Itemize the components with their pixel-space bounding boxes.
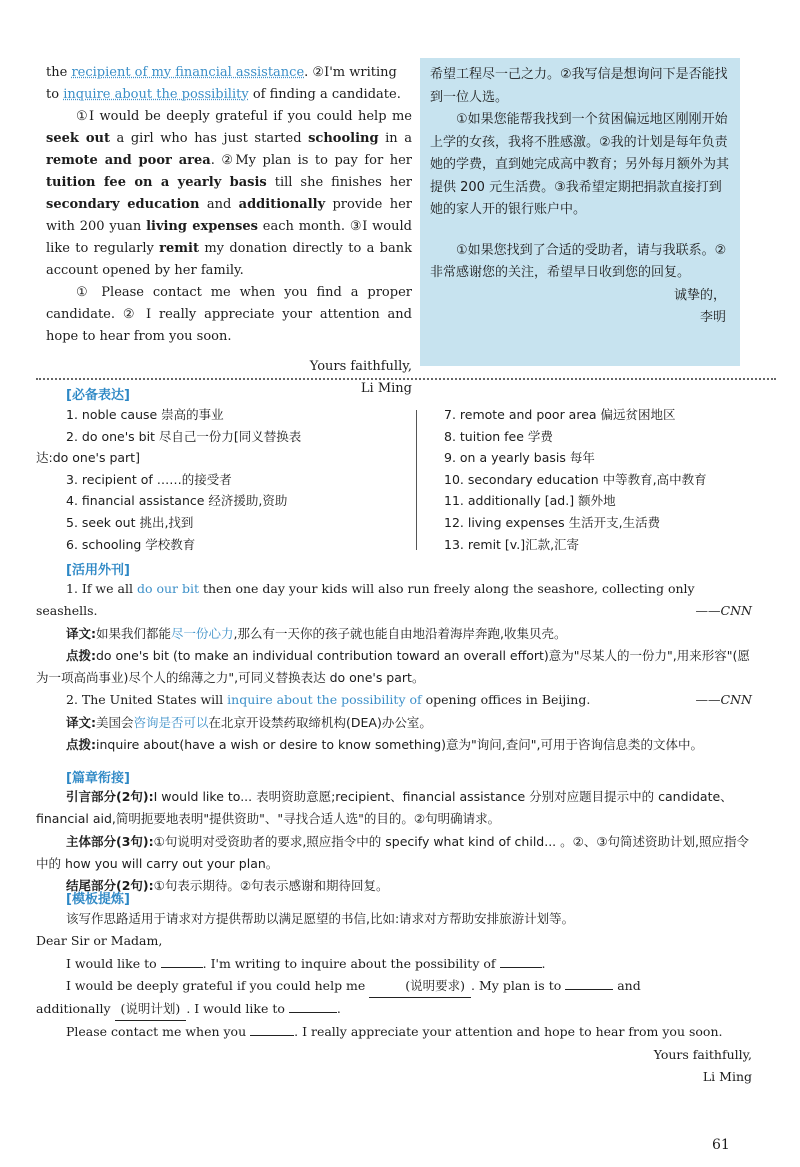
- highlight-phrase: inquire about the possibility: [63, 87, 249, 102]
- template-section: [36, 908, 752, 1088]
- structure-intro: 引言部分(2句):I would like to... 表明资助意愿;recipient、financial assistance 分别对应题目提示中的 candidate、financial aid,简明扼要地表明"提供资助"、"寻找合适人选"的目的。②句明确请求。: [36, 789, 733, 827]
- vocab-item: 达:do one's part]: [36, 450, 140, 466]
- highlight-phrase: recipient of my financial assistance: [71, 65, 305, 80]
- examples-section: [36, 578, 752, 756]
- template-heading: [模板提炼]: [66, 892, 130, 907]
- page-number: 61: [712, 1137, 730, 1153]
- highlight-phrase: inquire about the possibility of: [227, 692, 422, 708]
- zh-signature: 李明: [699, 310, 726, 325]
- blank-with-hint: (说明要求): [369, 975, 471, 998]
- vocab-item: 13. remit [v.]汇款,汇寄: [444, 536, 580, 552]
- letter-para-0: the recipient of my financial assistance. ②I'm writing to inquire about the possibility of finding a candidate.: [46, 65, 401, 102]
- letter-closing: Yours faithfully,: [309, 359, 412, 374]
- template-line-3: additionally (说明计划) . I would like to .: [36, 998, 752, 1021]
- highlight-phrase: 咨询是否可以: [133, 714, 209, 730]
- zh-closing: 诚挚的，: [673, 287, 726, 303]
- vocab-left-column: [36, 404, 302, 555]
- template-salutation: Dear Sir or Madam,: [36, 933, 163, 949]
- blank-line: [250, 1021, 294, 1036]
- zh-para-1: ①如果您能帮我找到一个贫困偏远地区刚刚开始上学的女孩，我将不胜感激。②我的计划是每年负责她的学费，直到她完成高中教育；另外每月额外为其提供 200 元生活费。③我希望定期把捐款直接打到她的家人开的银行账户中。: [430, 112, 730, 217]
- letter-para-1: ①I would be deeply grateful if you could help me seek out a girl who has just started schooling in a remote and poor area. ②My plan is to pay for her tuition fee on a yearly basis till she finishes her secondary education and additionally provide her with 200 yuan living expenses each month. ③I would like to regularly remit my donation directly to a bank account opened by her family.: [46, 109, 413, 278]
- blank-line: [289, 998, 337, 1013]
- source-label: ——CNN: [695, 692, 752, 708]
- blank-with-hint: (说明计划): [115, 998, 187, 1021]
- structure-main: 主体部分(3句):①句说明对受资助者的要求,照应指令中的 specify what kind of child... 。②、③句简述资助计划,照应指令中的 how you will carry out your plan。: [36, 833, 750, 871]
- structure-heading: [篇章衔接]: [66, 771, 130, 786]
- example-sentence-2: 2. The United States will inquire about the possibility of opening offices in Beijing. ——CNN: [36, 689, 752, 711]
- vocab-right-column: [444, 404, 707, 555]
- vocab-heading: [必备表达]: [66, 388, 130, 403]
- vocab-item: 5. seek out 挑出,找到: [66, 514, 194, 530]
- template-closing: Yours faithfully,: [653, 1046, 752, 1062]
- vocab-item: 3. recipient of ……的接受者: [66, 471, 232, 487]
- highlight-phrase: do our bit: [136, 581, 199, 596]
- vocab-item: 1. noble cause 崇高的事业: [66, 407, 224, 422]
- vocab-item: 8. tuition fee 学费: [444, 428, 553, 444]
- vocab-item: 7. remote and poor area 偏远贫困地区: [444, 407, 676, 422]
- column-divider: [416, 410, 417, 550]
- vocab-item: 2. do one's bit 尽自己一份力[同义替换表: [66, 428, 302, 444]
- vocab-item: 9. on a yearly basis 每年: [444, 450, 595, 466]
- structure-section: [36, 786, 752, 897]
- letter-para-2: ① Please contact me when you find a proper candidate. ② I really appreciate your attention and hope to hear from you soon.: [46, 285, 412, 344]
- template-line-2: I would be deeply grateful if you could help me (说明要求) . My plan is to and: [36, 975, 752, 998]
- highlight-phrase: 尽一份心力: [171, 625, 234, 641]
- example-sentence-1: 1. If we all do our bit then one day your kids will also run freely along the seashore, collecting only seashells. ——CNN: [36, 578, 752, 623]
- structure-end: 结尾部分(2句):①句表示期待。②句表示感谢和期待回复。: [66, 878, 389, 894]
- translation-1: 译文:如果我们都能尽一份心力,那么有一天你的孩子就也能自由地沿着海岸奔跑,收集贝壳。: [66, 625, 567, 641]
- zh-para-0: 希望工程尽一己之力。②我写信是想询问下是否能找到一位人选。: [430, 67, 728, 105]
- template-intro: 该写作思路适用于请求对方提供帮助以满足愿望的书信,比如:请求对方帮助安排旅游计划等。: [66, 911, 575, 926]
- zh-para-2: ①如果您找到了合适的受助者，请与我联系。②非常感谢您的关注，希望早日收到您的回复。: [430, 242, 727, 280]
- chinese-translation-box: [420, 58, 740, 366]
- blank-line: [565, 975, 613, 990]
- vocab-item: 12. living expenses 生活开支,生活费: [444, 514, 661, 530]
- blank-line: [161, 953, 203, 968]
- source-label: ——CNN: [695, 603, 752, 619]
- template-line-1: I would like to . I'm writing to inquire about the possibility of .: [36, 953, 752, 975]
- english-letter: [46, 62, 412, 400]
- note-2: 点拨:inquire about(have a wish or desire to know something)意为"询问,查问",可用于咨询信息类的文体中。: [66, 737, 704, 753]
- vocab-item: 10. secondary education 中等教育,高中教育: [444, 471, 707, 487]
- template-line-4: Please contact me when you . I really appreciate your attention and hope to hear from you soon.: [36, 1021, 752, 1043]
- vocab-item: 11. additionally [ad.] 额外地: [444, 493, 616, 509]
- blank-line: [500, 953, 542, 968]
- section-divider: [36, 378, 776, 380]
- translation-2: 译文:美国会咨询是否可以在北京开设禁药取缔机构(DEA)办公室。: [66, 714, 432, 730]
- letter-signature: Li Ming: [360, 381, 412, 396]
- template-signature: Li Ming: [702, 1069, 752, 1085]
- vocab-item: 4. financial assistance 经济援助,资助: [66, 493, 288, 509]
- vocab-item: 6. schooling 学校教育: [66, 536, 196, 552]
- note-1: 点拨:do one's bit (to make an individual contribution toward an overall effort)意为"尽某人的一份力",用来形容"(愿为一项高尚事业)尽个人的绵薄之力",可同义替换表达 do one's part。: [36, 647, 750, 686]
- examples-heading: [活用外刊]: [66, 563, 130, 578]
